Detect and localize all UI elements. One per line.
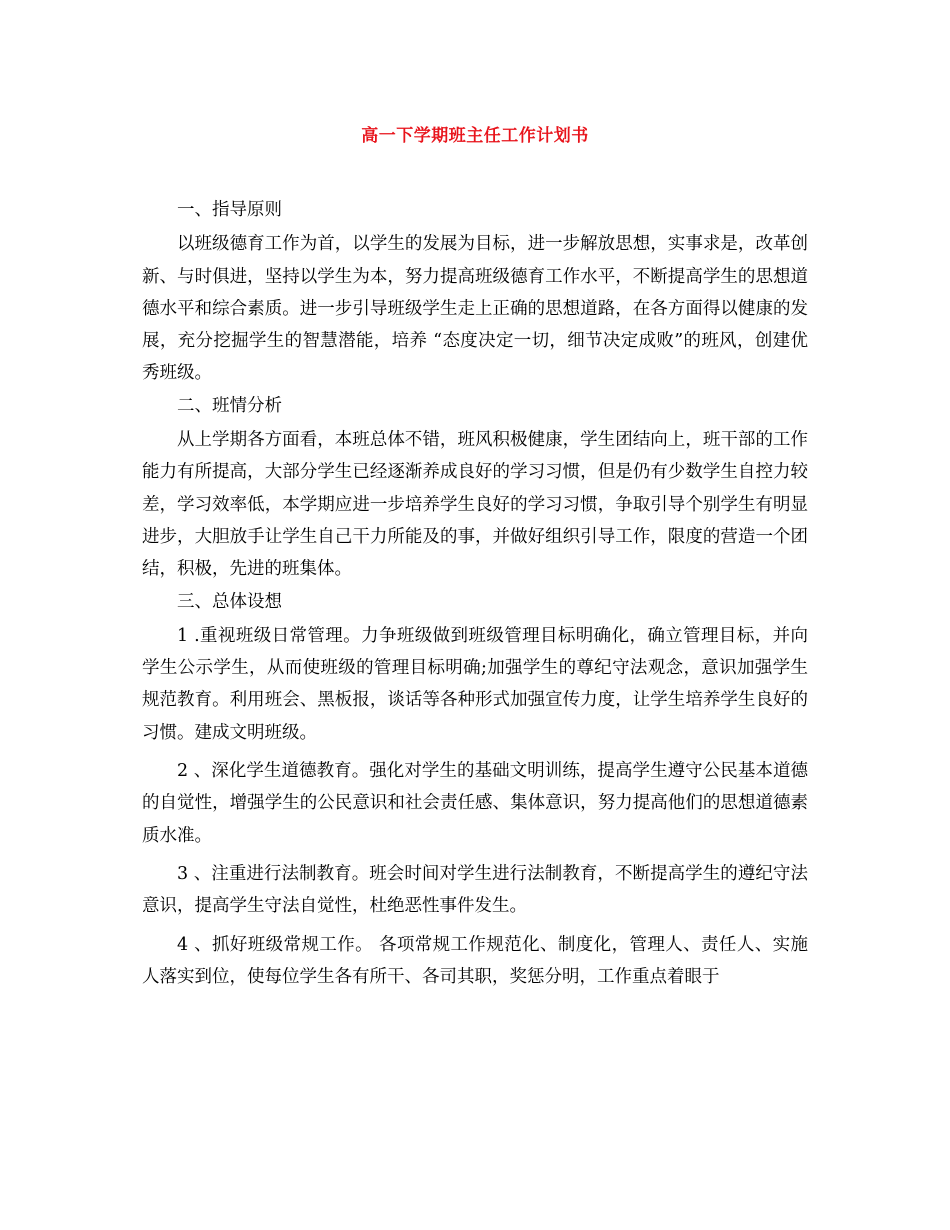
paragraph-item-4: 4 、抓好班级常规工作。 各项常规工作规范化、制度化，管理人、责任人、实施人落实到位，使每位学生各有所干、各司其职，奖惩分明，工作重点着眼于	[142, 934, 808, 987]
section-heading-class-analysis: 二、班情分析	[177, 395, 282, 416]
paragraph-principles: 以班级德育工作为首，以学生的发展为目标，进一步解放思想，实事求是，改革创新、与时俱进，坚持以学生为本，努力提高班级德育工作水平，不断提高学生的思想道德水平和综合素质。进一步引导班级学生走上正确的思想道路，在各方面得以健康的发展，充分挖掘学生的智慧潜能，培养 “态度决定一切，细节决定成败”的班风，创建优秀班级。	[142, 234, 808, 384]
section-heading-overall-plan: 三、总体设想	[177, 591, 282, 612]
document-title: 高一下学期班主任工作计划书	[361, 126, 589, 146]
document-body	[142, 194, 808, 993]
paragraph-item-3: 3 、注重进行法制教育。班会时间对学生进行法制教育，不断提高学生的遵纪守法意识，提高学生守法自觉性，杜绝恶性事件发生。	[142, 863, 808, 917]
section-heading-principles: 一、指导原则	[177, 200, 282, 220]
paragraph-item-2: 2 、深化学生道德教育。强化对学生的基础文明训练，提高学生遵守公民基本道德的自觉性，增强学生的公民意识和社会责任感、集体意识，努力提高他们的思想道德素质水准。	[142, 761, 808, 846]
paragraph-item-1: 1 .重视班级日常管理。力争班级做到班级管理目标明确化，确立管理目标，并向学生公示学生，从而使班级的管理目标明确;加强学生的尊纪守法观念，意识加强学生规范教育。利用班会、黑板报，谈话等各种形式加强宣传力度，让学生培养学生良好的习惯。建成文明班级。	[142, 625, 808, 743]
paragraph-class-analysis: 从上学期各方面看，本班总体不错，班风积极健康，学生团结向上，班干部的工作能力有所提高，大部分学生已经逐渐养成良好的学习习惯，但是仍有少数学生自控力较差，学习效率低，本学期应进一步培养学生良好的学习习惯，争取引导个别学生有明显进步，大胆放手让学生自己干力所能及的事，并做好组织引导工作，限度的营造一个团结，积极，先进的班集体。	[142, 430, 808, 580]
